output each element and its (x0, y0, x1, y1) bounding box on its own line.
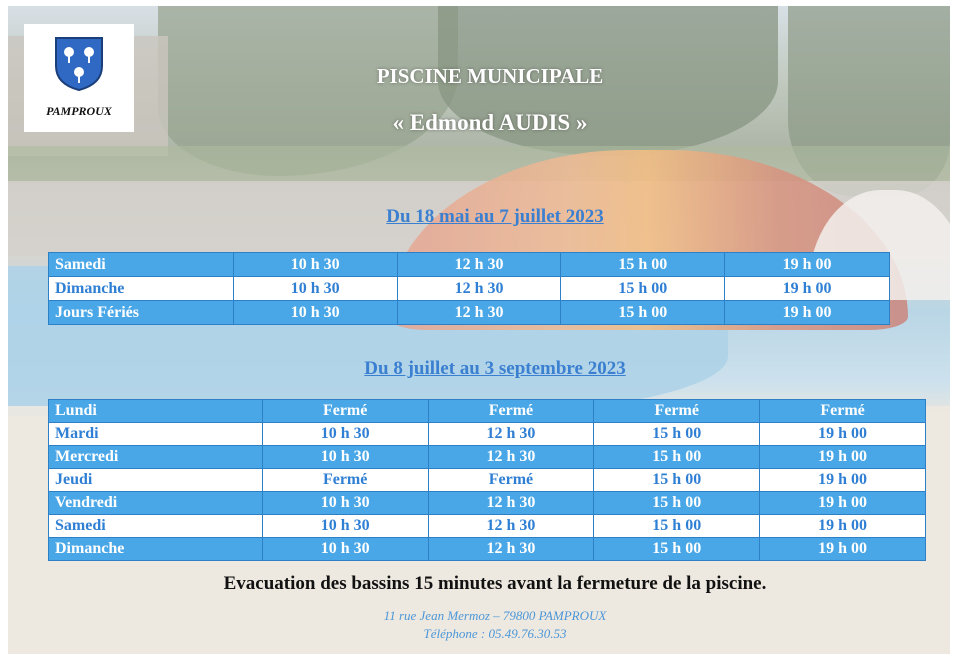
time-cell: 15 h 00 (561, 301, 725, 325)
table-row (49, 492, 926, 515)
time-cell: 12 h 30 (428, 423, 594, 446)
time-cell: 19 h 00 (760, 492, 926, 515)
time-cell: 19 h 00 (725, 277, 890, 301)
time-cell: 15 h 00 (594, 469, 760, 492)
time-cell: 15 h 00 (561, 277, 725, 301)
address-line: 11 rue Jean Mermoz – 79800 PAMPROUX (383, 608, 607, 623)
time-cell: 19 h 00 (760, 538, 926, 561)
day-cell: Jeudi (49, 469, 263, 492)
day-cell: Lundi (49, 400, 263, 423)
time-cell: Fermé (760, 400, 926, 423)
period-2-heading: Du 8 juillet au 3 septembre 2023 (364, 358, 626, 379)
table-row (49, 538, 926, 561)
time-cell: 10 h 30 (262, 492, 428, 515)
schedule-table-2 (48, 399, 926, 561)
table-row (49, 400, 926, 423)
evacuation-notice: Evacuation des bassins 15 minutes avant la fermeture de la piscine. (223, 573, 767, 594)
time-cell: Fermé (428, 469, 594, 492)
time-cell: 15 h 00 (594, 538, 760, 561)
day-cell: Mercredi (49, 446, 263, 469)
page-title: PISCINE MUNICIPALE (376, 64, 604, 88)
time-cell: 12 h 30 (428, 492, 594, 515)
time-cell: 15 h 00 (594, 492, 760, 515)
day-cell: Mardi (49, 423, 263, 446)
table-row (49, 469, 926, 492)
time-cell: 15 h 00 (594, 446, 760, 469)
table-row (49, 301, 890, 325)
table-row (49, 423, 926, 446)
day-cell: Samedi (49, 253, 234, 277)
time-cell: 15 h 00 (594, 423, 760, 446)
time-cell: 12 h 30 (397, 253, 561, 277)
time-cell: 10 h 30 (233, 301, 397, 325)
time-cell: 12 h 30 (428, 538, 594, 561)
phone-line: Téléphone : 05.49.76.30.53 (423, 626, 567, 641)
time-cell: 10 h 30 (262, 423, 428, 446)
time-cell: 15 h 00 (561, 253, 725, 277)
day-cell: Dimanche (49, 538, 263, 561)
table-row (49, 446, 926, 469)
time-cell: 19 h 00 (760, 446, 926, 469)
day-cell: Samedi (49, 515, 263, 538)
time-cell: 19 h 00 (725, 301, 890, 325)
period-1-heading: Du 18 mai au 7 juillet 2023 (386, 206, 604, 227)
schedule-table-1 (48, 252, 890, 325)
town-name: PAMPROUX (46, 104, 112, 118)
day-cell: Jours Fériés (49, 301, 234, 325)
time-cell: 10 h 30 (262, 446, 428, 469)
town-logo (24, 24, 134, 132)
time-cell: Fermé (262, 469, 428, 492)
pool-name: « Edmond AUDIS » (392, 110, 588, 135)
time-cell: 15 h 00 (594, 515, 760, 538)
time-cell: Fermé (262, 400, 428, 423)
day-cell: Vendredi (49, 492, 263, 515)
table-row (49, 277, 890, 301)
time-cell: 19 h 00 (760, 515, 926, 538)
time-cell: 10 h 30 (262, 538, 428, 561)
time-cell: 12 h 30 (428, 515, 594, 538)
coat-of-arms-icon (54, 36, 104, 92)
time-cell: 10 h 30 (262, 515, 428, 538)
time-cell: 19 h 00 (760, 423, 926, 446)
time-cell: 10 h 30 (233, 277, 397, 301)
table-row (49, 515, 926, 538)
time-cell: Fermé (594, 400, 760, 423)
time-cell: 19 h 00 (725, 253, 890, 277)
day-cell: Dimanche (49, 277, 234, 301)
time-cell: 10 h 30 (233, 253, 397, 277)
time-cell: 19 h 00 (760, 469, 926, 492)
table-row (49, 253, 890, 277)
time-cell: 12 h 30 (397, 301, 561, 325)
time-cell: Fermé (428, 400, 594, 423)
time-cell: 12 h 30 (428, 446, 594, 469)
time-cell: 12 h 30 (397, 277, 561, 301)
